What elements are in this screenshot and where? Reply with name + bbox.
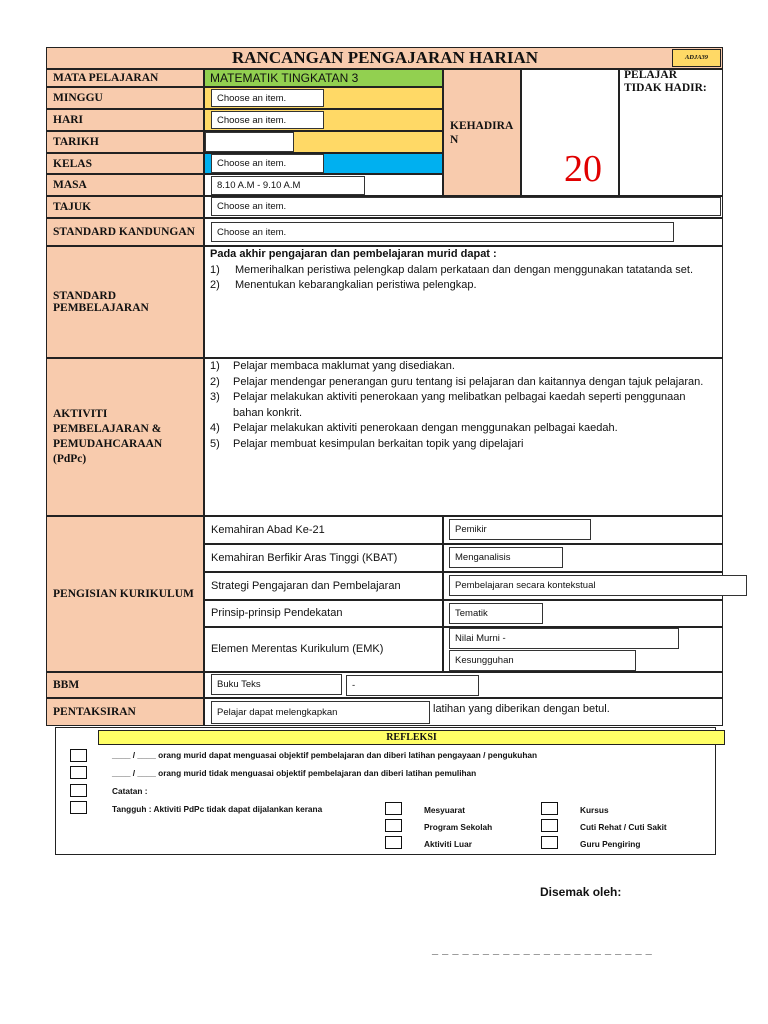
refleksi-line-1: ____ / ____ orang murid dapat menguasai objektif pembelajaran dan diberi latihan pengayaan / pengukuhan (112, 750, 538, 760)
kurikulum-value-3[interactable]: Pembelajaran secara kontekstual (449, 575, 747, 596)
kurikulum-label-2-text: Kemahiran Berfikir Aras Tinggi (KBAT) (211, 552, 398, 564)
aktiviti-list (210, 359, 715, 452)
option-guru-pengiring: Guru Pengiring (580, 839, 641, 849)
form-code: ADJA39 (684, 54, 709, 61)
sp-item-1: 1) Memerihalkan peristiwa pelengkap dalam perkataan dan dengan menggunakan tatatanda set. (210, 263, 694, 276)
sp-intro: Pada akhir pengajaran dan pembelajaran murid dapat : (210, 248, 497, 260)
label-masa: MASA (46, 174, 204, 196)
option-kursus: Kursus (580, 805, 609, 815)
kurikulum-value-1[interactable]: Pemikir (449, 519, 591, 540)
bbm-value-2[interactable]: - (346, 675, 479, 696)
kurikulum-value-5b[interactable]: Kesungguhan (449, 650, 636, 671)
sp-item-2: 2) Menentukan kebarangkalian peristiwa pelengkap. (210, 279, 477, 291)
kurikulum-label-4-text: Prinsip-prinsip Pendekatan (211, 607, 343, 619)
kurikulum-label-1-text: Kemahiran Abad Ke-21 (211, 524, 325, 536)
checkbox-mesyuarat[interactable] (385, 802, 402, 815)
bbm-value-1[interactable]: Buku Teks (211, 674, 342, 695)
kehadiran-count[interactable]: 20 (564, 148, 602, 190)
refleksi-line-2: ____ / ____ orang murid tidak menguasai objektif pembelajaran dan diberi latihan pemulihan (112, 768, 477, 778)
option-mesyuarat: Mesyuarat (424, 805, 466, 815)
checkbox-cuti[interactable] (541, 819, 558, 832)
pelajar-tidak-hadir-label: PELAJAR TIDAK HADIR: (624, 69, 707, 94)
aktiviti-item-3: 3) Pelajar melakukan aktiviti penerokaan yang melibatkan pelbagai kaedah seperti penggunaan bahan konkrit. (210, 391, 686, 419)
hari-select[interactable]: Choose an item. (211, 111, 324, 129)
label-standard-kandungan: STANDARD KANDUNGAN (46, 218, 204, 246)
aktiviti-item-5: 5) Pelajar membuat kesimpulan berkaitan topik yang dipelajari (210, 437, 524, 450)
aktiviti-item-1: 1) Pelajar membaca maklumat yang disediakan. (210, 360, 455, 372)
disemak-oleh-label: Disemak oleh: (540, 885, 622, 899)
refleksi-catatan: Catatan : (112, 786, 148, 796)
kelas-select[interactable]: Choose an item. (211, 154, 324, 173)
label-hari: HARI (46, 109, 204, 131)
kurikulum-value-5a[interactable]: Nilai Murni - (449, 628, 679, 649)
tajuk-select[interactable]: Choose an item. (211, 197, 721, 216)
refleksi-title: REFLEKSI (98, 730, 725, 745)
label-kehadiran: KEHADIRA N (443, 69, 521, 196)
label-pengisian-kurikulum: PENGISIAN KURIKULUM (46, 516, 204, 672)
checkbox-kursus[interactable] (541, 802, 558, 815)
kurikulum-label-5-text: Elemen Merentas Kurikulum (EMK) (211, 643, 384, 655)
signature-line: _ _ _ _ _ _ _ _ _ _ _ _ _ _ _ _ _ _ _ _ _ _ (432, 944, 653, 956)
checkbox-tidak-menguasai[interactable] (70, 766, 87, 779)
minggu-select[interactable]: Choose an item. (211, 89, 324, 107)
label-pentaksiran: PENTAKSIRAN (46, 698, 204, 726)
label-standard-pembelajaran: STANDARD PEMBELAJARAN (46, 246, 204, 358)
label-minggu: MINGGU (46, 87, 204, 109)
checkbox-menguasai[interactable] (70, 749, 87, 762)
refleksi-tangguh: Tangguh : Aktiviti PdPc tidak dapat dijalankan kerana (112, 804, 323, 814)
option-aktiviti-luar: Aktiviti Luar (424, 839, 472, 849)
option-program-sekolah: Program Sekolah (424, 822, 493, 832)
checkbox-tangguh[interactable] (70, 801, 87, 814)
page-title: RANCANGAN PENGAJARAN HARIAN (232, 48, 538, 67)
label-tarikh: TARIKH (46, 131, 204, 153)
checkbox-guru-pengiring[interactable] (541, 836, 558, 849)
tarikh-input[interactable] (205, 132, 294, 152)
aktiviti-item-4: 4) Pelajar melakukan aktiviti penerokaan dengan menggunakan pelbagai kaedah. (210, 422, 618, 434)
option-cuti: Cuti Rehat / Cuti Sakit (580, 822, 667, 832)
label-bbm: BBM (46, 672, 204, 698)
aktiviti-item-2: 2) Pelajar mendengar penerangan guru tentang isi pelajaran dan kaitannya dengan tajuk pelajaran. (210, 375, 704, 388)
label-kelas: KELAS (46, 153, 204, 174)
pentaksiran-value[interactable]: Pelajar dapat melengkapkan (211, 701, 430, 724)
kurikulum-value-4[interactable]: Tematik (449, 603, 543, 624)
label-mata-pelajaran: MATA PELAJARAN (46, 69, 204, 87)
kurikulum-label-3-text: Strategi Pengajaran dan Pembelajaran (211, 580, 401, 592)
label-aktiviti: AKTIVITI PEMBELAJARAN & PEMUDAHCARAAN (PdPc) (46, 358, 204, 516)
kurikulum-value-2[interactable]: Menganalisis (449, 547, 563, 568)
standard-kandungan-select[interactable]: Choose an item. (211, 222, 674, 242)
masa-input[interactable]: 8.10 A.M - 9.10 A.M (211, 176, 365, 195)
pentaksiran-suffix: latihan yang diberikan dengan betul. (433, 703, 610, 715)
mata-pelajaran-value: MATEMATIK TINGKATAN 3 (210, 71, 359, 85)
checkbox-program-sekolah[interactable] (385, 819, 402, 832)
standard-pembelajaran-content (210, 247, 722, 294)
checkbox-catatan[interactable] (70, 784, 87, 797)
checkbox-aktiviti-luar[interactable] (385, 836, 402, 849)
label-tajuk: TAJUK (46, 196, 204, 218)
